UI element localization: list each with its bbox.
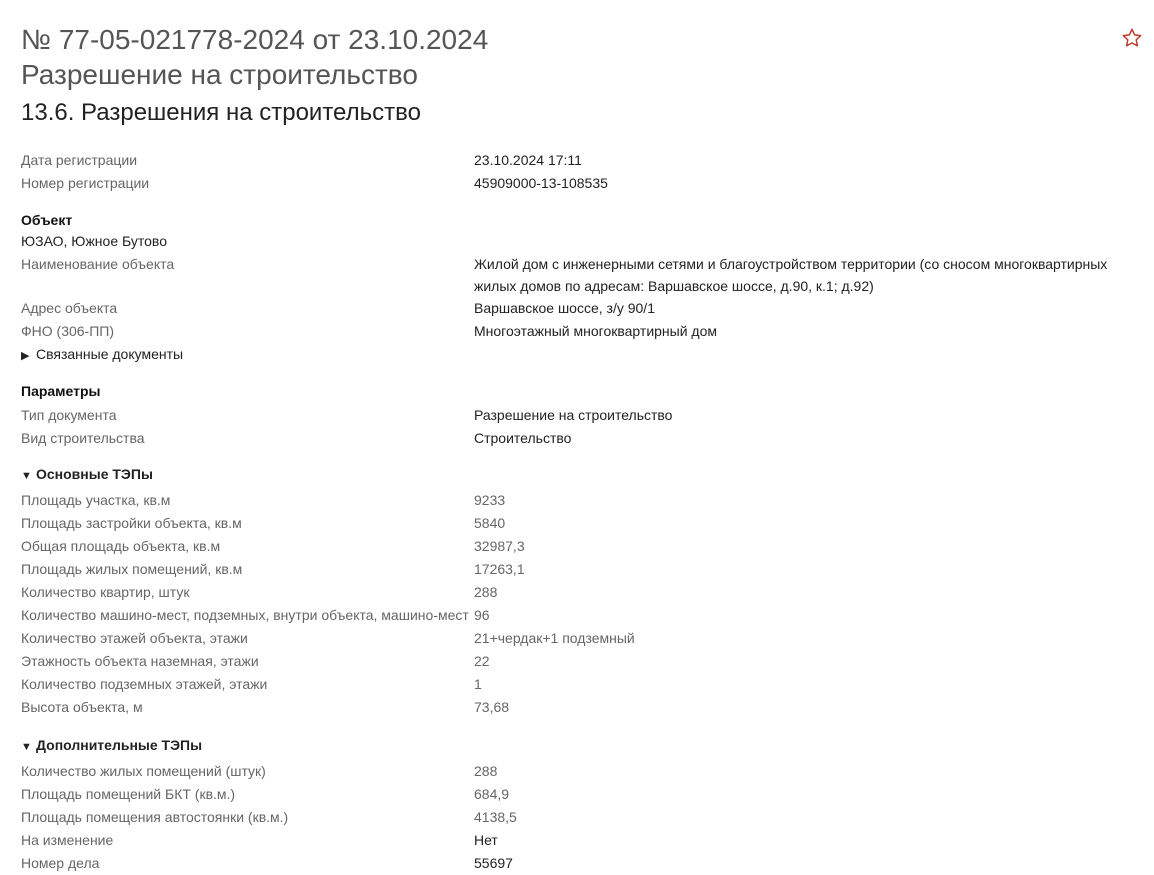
- case-number-label: Номер дела: [21, 855, 100, 871]
- parameters-heading: Параметры: [21, 383, 101, 399]
- tep-label: Количество жилых помещений (штук): [21, 763, 266, 779]
- object-address-value: Варшавское шоссе, з/у 90/1: [474, 300, 655, 316]
- tep-label: Площадь жилых помещений, кв.м: [21, 561, 243, 577]
- tep-value: 1: [474, 676, 482, 692]
- tep-value: 73,68: [474, 699, 510, 715]
- object-name-value: Жилой дом с инженерными сетями и благоустройством территории (со сносом многоквартирных жилых домов по адресам: Варшавское шоссе, д.90, к.1; д.92): [474, 256, 1108, 294]
- tep-label: Площадь помещений БКТ (кв.м.): [21, 786, 236, 802]
- tep-row: [21, 604, 1131, 627]
- tep-label: Площадь застройки объекта, кв.м: [21, 515, 242, 531]
- object-address-label: Адрес объекта: [21, 300, 118, 316]
- tep-row: [21, 760, 1131, 783]
- related-documents-toggle[interactable]: [21, 343, 1131, 368]
- tep-label: Площадь участка, кв.м: [21, 492, 171, 508]
- tep-row: [21, 783, 1131, 806]
- expand-arrow-icon: ▶: [21, 350, 30, 362]
- main-tep-heading: Основные ТЭПы: [36, 466, 153, 482]
- tep-row: [21, 581, 1131, 604]
- object-district: ЮЗАО, Южное Бутово: [21, 233, 167, 249]
- tep-value: 288: [474, 584, 498, 600]
- info-row: [21, 297, 1131, 320]
- tep-row: [21, 558, 1131, 581]
- collapse-arrow-icon: ▼: [21, 741, 32, 753]
- tep-row: [21, 650, 1131, 673]
- section-title: 13.6. Разрешения на строительство: [21, 99, 421, 126]
- registration-date-value: 23.10.2024 17:11: [474, 152, 582, 168]
- info-row: [21, 253, 1131, 297]
- document-card: [21, 0, 1131, 875]
- tep-row: [21, 489, 1131, 512]
- extra-tep-block: [21, 735, 1131, 875]
- tep-row: [21, 806, 1131, 829]
- info-row: [21, 427, 1131, 450]
- collapse-arrow-icon: ▼: [21, 470, 32, 482]
- tep-label: Площадь помещения автостоянки (кв.м.): [21, 809, 289, 825]
- tep-row: [21, 696, 1131, 719]
- parameters-block: [21, 381, 1131, 450]
- tep-value: 32987,3: [474, 538, 525, 554]
- object-fno-value: Многоэтажный многоквартирный дом: [474, 323, 718, 339]
- object-block: [21, 210, 1131, 368]
- info-row: [21, 320, 1131, 343]
- related-documents-label: Связанные документы: [36, 346, 184, 362]
- tep-label: Этажность объекта наземная, этажи: [21, 653, 259, 669]
- registration-number-label: Номер регистрации: [21, 175, 150, 191]
- tep-value: 4138,5: [474, 809, 517, 825]
- tep-value: 21+чердак+1 подземный: [474, 630, 635, 646]
- tep-label: Количество квартир, штук: [21, 584, 190, 600]
- change-label: На изменение: [21, 832, 114, 848]
- tep-label: Количество этажей объекта, этажи: [21, 630, 248, 646]
- tep-value: 684,9: [474, 786, 510, 802]
- document-number-title: № 77-05-021778-2024 от 23.10.2024: [21, 24, 489, 55]
- tep-value: 9233: [474, 492, 506, 508]
- extra-tep-heading: Дополнительные ТЭПы: [36, 737, 203, 753]
- extra-tep-toggle[interactable]: [21, 735, 1131, 757]
- doc-type-label: Тип документа: [21, 407, 117, 423]
- construction-kind-value: Строительство: [474, 430, 572, 446]
- main-tep-block: [21, 464, 1131, 719]
- case-number-value: 55697: [474, 855, 513, 871]
- tep-row: [21, 512, 1131, 535]
- info-row: [21, 149, 1131, 172]
- registration-number-value: 45909000-13-108535: [474, 175, 608, 191]
- object-name-label: Наименование объекта: [21, 256, 175, 272]
- object-fno-label: ФНО (306-ПП): [21, 323, 115, 339]
- tep-value: 5840: [474, 515, 506, 531]
- tep-value: 96: [474, 607, 490, 623]
- info-row: [21, 404, 1131, 427]
- construction-kind-label: Вид строительства: [21, 430, 145, 446]
- tep-row: [21, 535, 1131, 558]
- registration-date-label: Дата регистрации: [21, 152, 138, 168]
- tep-value: 22: [474, 653, 490, 669]
- tep-label: Общая площадь объекта, кв.м: [21, 538, 221, 554]
- change-value: Нет: [474, 832, 498, 848]
- tep-row: [21, 627, 1131, 650]
- document-type-title: Разрешение на строительство: [21, 59, 418, 90]
- tep-row: [21, 673, 1131, 696]
- info-row: [21, 829, 1131, 852]
- tep-label: Количество машино-мест, подземных, внутри объекта, машино-мест: [21, 607, 469, 623]
- tep-value: 288: [474, 763, 498, 779]
- object-heading: Объект: [21, 212, 73, 228]
- main-tep-toggle[interactable]: [21, 464, 1131, 486]
- doc-type-value: Разрешение на строительство: [474, 407, 673, 423]
- tep-label: Высота объекта, м: [21, 699, 143, 715]
- info-row: [21, 172, 1131, 195]
- star-icon[interactable]: [1121, 27, 1143, 49]
- tep-label: Количество подземных этажей, этажи: [21, 676, 268, 692]
- tep-value: 17263,1: [474, 561, 525, 577]
- info-row: [21, 852, 1131, 875]
- registration-block: [21, 149, 1131, 195]
